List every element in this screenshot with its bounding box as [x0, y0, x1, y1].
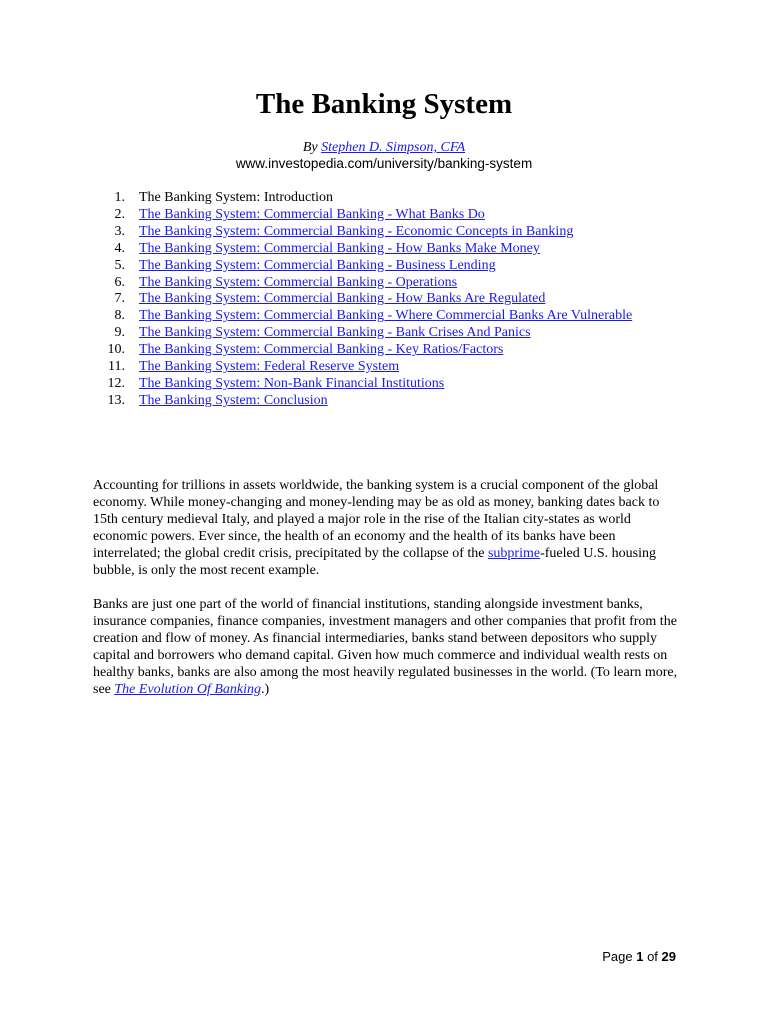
- toc-link[interactable]: The Banking System: Commercial Banking - Economic Concepts in Banking: [139, 223, 574, 239]
- toc-item: [93, 207, 653, 224]
- byline-prefix: By: [302, 140, 322, 155]
- page-word: Page: [602, 949, 633, 964]
- table-of-contents: [93, 190, 653, 410]
- page-counter: [602, 949, 676, 964]
- paragraph-text: -fueled U.S. housing bubble, is only the most recent example.: [93, 545, 656, 578]
- intro-paragraph: [93, 478, 683, 579]
- toc-link[interactable]: The Banking System: Federal Reserve System: [139, 359, 400, 375]
- paragraph-text: Accounting for trillions in assets worldwide, the banking system is a crucial component of the global economy. While money-changing and money-lending may be as old as money, banking dates back to 15th century medieval Italy, and played a major role in the rise of the Italian city-states as world economic powers. Ever since, the health of an economy and the health of its banks have been interrelated; the global credit crisis, precipitated by the collapse of the: [93, 478, 660, 561]
- toc-number: 2.: [114, 206, 125, 222]
- toc-number: 11.: [108, 359, 125, 375]
- toc-number: 1.: [114, 190, 125, 205]
- total-pages: 29: [661, 949, 676, 964]
- toc-label: The Banking System: Introduction: [139, 190, 334, 205]
- toc-link[interactable]: The Banking System: Commercial Banking - How Banks Are Regulated: [139, 291, 546, 307]
- toc-number: 3.: [114, 223, 125, 239]
- subprime-link[interactable]: subprime: [487, 545, 541, 561]
- toc-link[interactable]: The Banking System: Commercial Banking - Business Lending: [139, 257, 496, 273]
- toc-number: 4.: [114, 240, 125, 256]
- byline: [0, 140, 768, 156]
- toc-item: [93, 241, 653, 258]
- toc-link[interactable]: The Banking System: Commercial Banking - Operations: [139, 274, 458, 290]
- toc-link[interactable]: The Banking System: Commercial Banking - Bank Crises And Panics: [139, 325, 531, 341]
- toc-number: 13.: [107, 392, 125, 408]
- toc-link[interactable]: The Banking System: Commercial Banking - What Banks Do: [139, 206, 485, 222]
- author-link[interactable]: Stephen D. Simpson, CFA: [321, 140, 466, 155]
- toc-item: [93, 224, 653, 241]
- page-title: The Banking System: [255, 88, 513, 120]
- toc-number: 7.: [114, 291, 125, 307]
- toc-link[interactable]: The Banking System: Non-Bank Financial Institutions: [139, 375, 445, 391]
- paragraph-text: .): [260, 681, 270, 697]
- toc-number: 8.: [114, 308, 125, 324]
- toc-link[interactable]: The Banking System: Commercial Banking - Where Commercial Banks Are Vulnerable: [139, 308, 633, 324]
- toc-link[interactable]: The Banking System: Conclusion: [139, 392, 328, 408]
- toc-number: 5.: [114, 257, 125, 273]
- toc-number: 10.: [107, 342, 125, 358]
- paragraph-text: Banks are just one part of the world of financial institutions, standing alongside investment banks, insurance companies, finance companies, investment managers and other companies that profit from the creation and flow of money. As financial intermediaries, banks stand between depositors who supply capital and borrowers who demand capital. Given how much commerce and individual wealth rests on healthy banks, banks are also among the most heavily regulated businesses in the world. (To learn more, see: [93, 597, 678, 697]
- toc-item: [93, 308, 653, 325]
- evolution-of-banking-link[interactable]: The Evolution Of Banking: [114, 681, 261, 697]
- source-url: www.investopedia.com/university/banking-system: [235, 156, 533, 171]
- current-page: 1: [636, 949, 644, 964]
- of-word: of: [647, 949, 658, 964]
- toc-item: [93, 258, 653, 275]
- toc-number: 9.: [114, 325, 125, 341]
- toc-link[interactable]: The Banking System: Commercial Banking - How Banks Make Money: [139, 240, 540, 256]
- toc-number: 6.: [114, 274, 125, 290]
- toc-item: [93, 376, 653, 393]
- toc-item: [93, 342, 653, 359]
- toc-item: [93, 291, 653, 308]
- toc-item: [93, 190, 653, 207]
- toc-link[interactable]: The Banking System: Commercial Banking - Key Ratios/Factors: [139, 342, 504, 358]
- body-paragraph: [93, 597, 683, 698]
- toc-item: [93, 393, 653, 410]
- toc-number: 12.: [107, 375, 125, 391]
- toc-item: [93, 359, 653, 376]
- toc-item: [93, 275, 653, 292]
- toc-item: [93, 325, 653, 342]
